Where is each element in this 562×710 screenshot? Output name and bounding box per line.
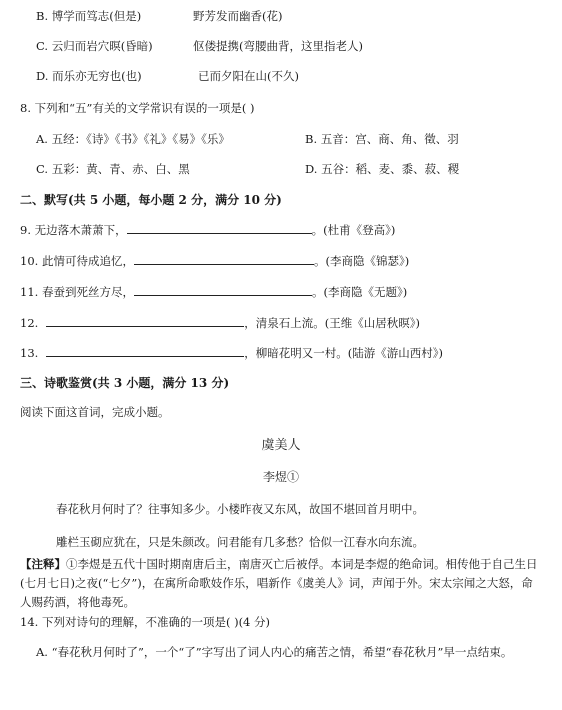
q9-answer-blank[interactable] — [127, 222, 312, 234]
poem-note — [20, 555, 544, 612]
q7-option-c-left: C. 云归而岩穴暝(昏暗) — [36, 39, 153, 53]
section-2-title: 二、默写(共 5 小题，每小题 2 分，满分 10 分) — [20, 193, 282, 207]
q12 — [20, 315, 420, 331]
q9 — [20, 222, 395, 238]
section-3-title: 三、诗歌鉴赏(共 3 小题，满分 13 分) — [20, 376, 230, 390]
q7-option-d-left: D. 而乐亦无穷也(也) — [36, 69, 142, 83]
q8-option-d: D. 五谷：稻、麦、黍、菽、稷 — [305, 162, 460, 176]
note-label: 【注释】 — [20, 557, 66, 571]
q11-prefix: 11. 春蚕到死丝方尽， — [20, 285, 134, 299]
q11-suffix: 。(李商隐《无题》) — [311, 285, 408, 299]
q8-option-b: B. 五音：宫、商、角、徵、羽 — [305, 132, 459, 146]
q12-answer-blank[interactable] — [46, 315, 244, 327]
q7-option-b-right: 野芳发而幽香(花) — [193, 9, 283, 23]
poem-line-1: 春花秋月何时了？往事知多少。小楼昨夜又东风，故国不堪回首月明中。 — [56, 502, 424, 516]
q13 — [20, 345, 443, 361]
reading-intro: 阅读下面这首词，完成小题。 — [20, 405, 170, 419]
q8-stem: 8. 下列和“五”有关的文学常识有误的一项是( ) — [20, 101, 255, 115]
poem-title: 虞美人 — [261, 438, 301, 453]
q12-suffix: ，清泉石上流。(王维《山居秋暝》) — [244, 316, 421, 330]
q14-stem: 14. 下列对诗句的理解，不准确的一项是( )(4 分) — [20, 615, 271, 629]
q9-prefix: 9. 无边落木萧萧下， — [20, 223, 127, 237]
q12-prefix: 12. — [20, 316, 39, 330]
q9-suffix: 。(杜甫《登高》) — [311, 223, 396, 237]
q13-prefix: 13. — [20, 346, 39, 360]
q7-option-b-left: B. 博学而笃志(但是) — [36, 9, 142, 23]
q10 — [20, 253, 409, 269]
q10-prefix: 10. 此情可待成追忆， — [20, 254, 134, 268]
poem-author: 李煜① — [262, 470, 299, 484]
q7-option-d-right: 已而夕阳在山(不久) — [198, 69, 299, 83]
q13-suffix: ，柳暗花明又一村。(陆游《游山西村》) — [244, 346, 444, 360]
q11-answer-blank[interactable] — [134, 284, 312, 296]
q14-option-a: A. “春花秋月何时了”，一个“了”字写出了词人内心的痛苦之情，希望“春花秋月”早一点结束。 — [36, 645, 513, 659]
q8-option-c: C. 五彩：黄、青、赤、白、黑 — [36, 162, 190, 176]
q10-answer-blank[interactable] — [134, 253, 314, 265]
q7-option-c-right: 伛偻提携(弯腰曲背，这里指老人) — [193, 39, 363, 53]
q11 — [20, 284, 407, 300]
note-text: ①李煜是五代十国时期南唐后主，南唐灭亡后被俘。本词是李煜的绝命词。相传他于自己生日(七月七日)之夜(“七夕”)，在寓所命歌妓作乐，唱新作《虞美人》词，声闻于外。宋太宗闻之大怒，命人赐药酒，将他毒死。 — [20, 557, 538, 609]
q10-suffix: 。(李商隐《锦瑟》) — [313, 254, 410, 268]
poem-line-2: 雕栏玉砌应犹在，只是朱颜改。问君能有几多愁？恰似一江春水向东流。 — [56, 535, 424, 549]
q8-option-a: A. 五经：《诗》《书》《礼》《易》《乐》 — [36, 132, 230, 146]
q13-answer-blank[interactable] — [46, 345, 244, 357]
